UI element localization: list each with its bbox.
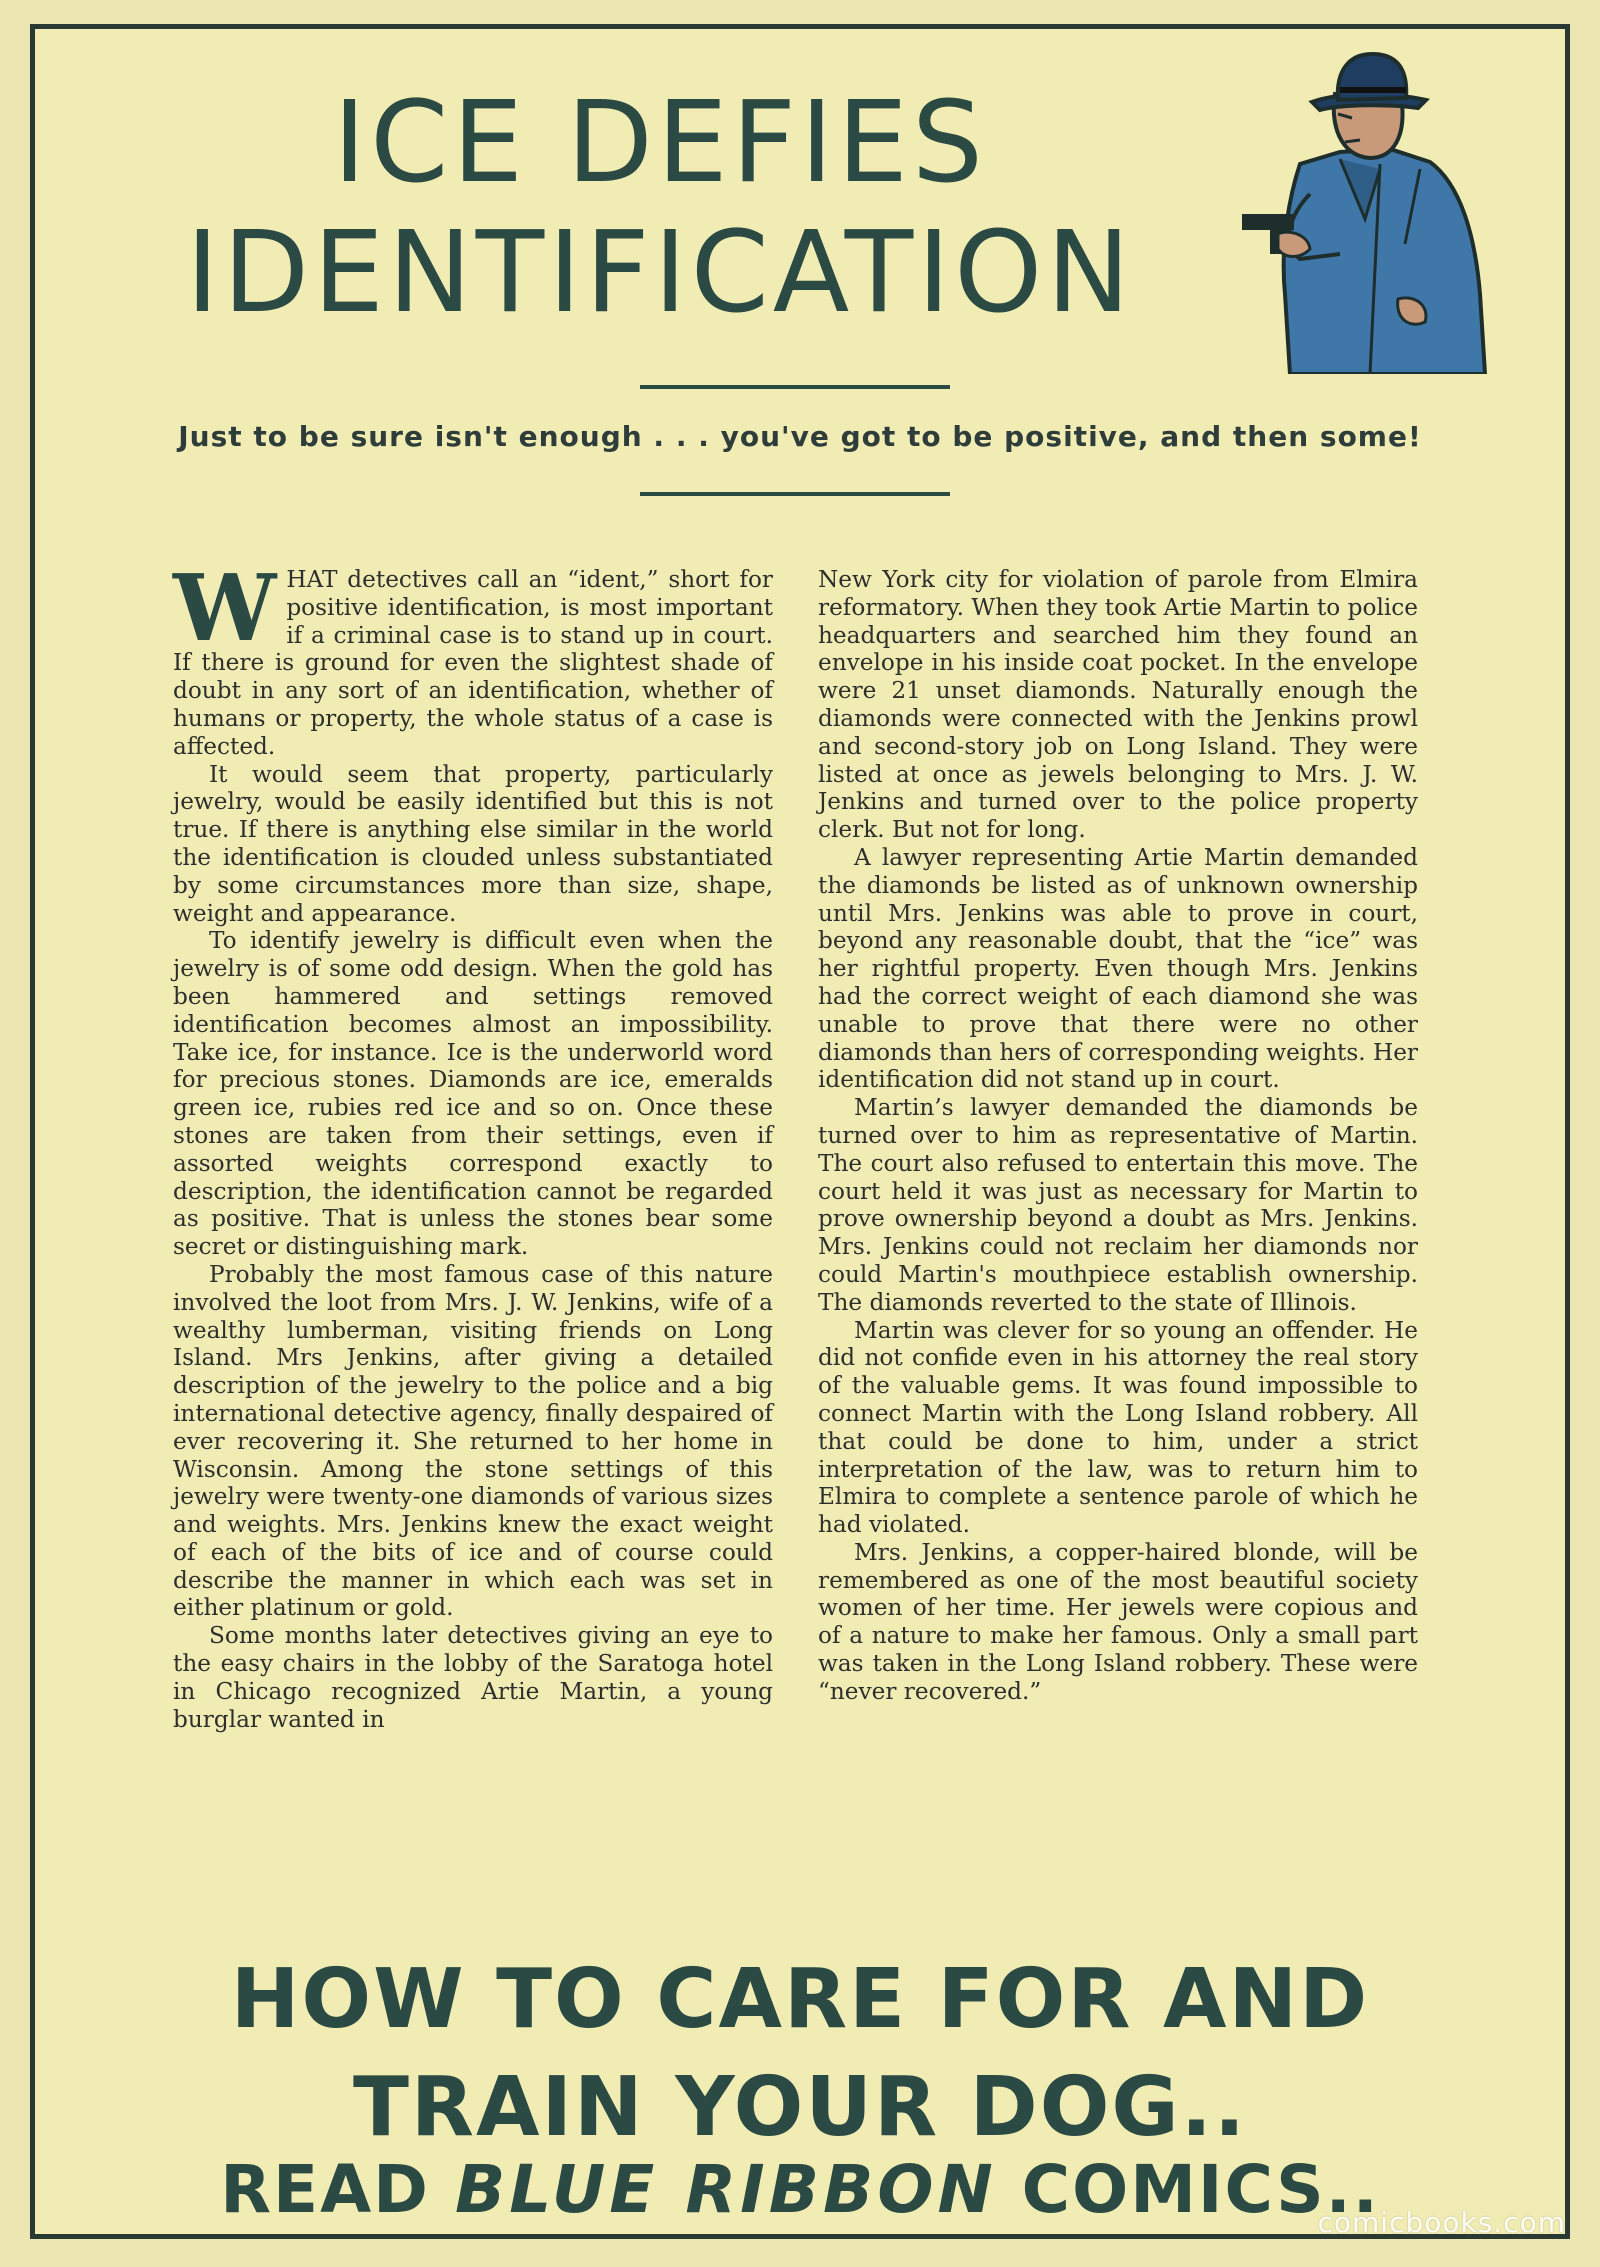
ad-line-3-prefix: READ bbox=[220, 2151, 455, 2228]
paragraph-5: Some months later detectives giving an eye to the easy chairs in the lobby of the Saratoga hotel in Chicago recognized Artie Martin, a young burglar wanted in bbox=[173, 1622, 773, 1733]
paragraph-1-text: HAT detectives call an “ident,” short for positive identification, is most important if a criminal case is to stand up in court. If there is ground for even the slightest shade of doubt in any sort of an identification, whether of humans or property, the whole status of a case is affected. bbox=[173, 566, 773, 760]
paragraph-6: New York city for violation of parole from Elmira reformatory. When they took Artie Martin to police headquarters and searched him they found an envelope in his inside coat pocket. In the envelope were 21 unset diamonds. Naturally enough the diamonds were connected with the Jenkins prowl and second-story job on Long Island. They were listed at once as jewels belonging to Mrs. J. W. Jenkins and turned over to the police property clerk. But not for long. bbox=[818, 566, 1418, 844]
title-divider-top bbox=[640, 385, 950, 389]
paragraph-2: It would seem that property, particularly jewelry, would be easily identified but this is not true. If there is anything else similar in the world the identification is clouded unless substantiated by some circumstances more than size, shape, weight and appearance. bbox=[173, 760, 773, 927]
paragraph-8: Martin’s lawyer demanded the diamonds be turned over to him as representative of Martin. The court also refused to entertain this move. The court held it was just as necessary for Martin to prove ownership beyond a doubt as Mrs. Jenkins. Mrs. Jenkins could not reclaim her diamonds nor could Martin's mouthpiece establish ownership. The diamonds reverted to the state of Illinois. bbox=[818, 1094, 1418, 1316]
ad-line-2: TRAIN YOUR DOG.. bbox=[352, 2060, 1248, 2155]
detective-with-gun-illustration bbox=[1230, 44, 1490, 374]
blue-ribbon-logo-text: BLUE RIBBON bbox=[454, 2151, 997, 2228]
paragraph-3: To identify jewelry is difficult even when the jewelry is of some odd design. When the gold has been hammered and settings removed identification becomes almost an impossibility. Take ice, for instance. Ice is the underworld word for precious stones. Diamonds are ice, emeralds green ice, rubies red ice and so on. Once these stones are taken from their settings, even if assorted weights correspond exactly to description, the identification cannot be regarded as positive. That is unless the stones bear some secret or distinguishing mark. bbox=[173, 927, 773, 1261]
drop-cap: W bbox=[173, 554, 277, 662]
article-body bbox=[173, 554, 1419, 1906]
ad-line-3 bbox=[80, 2150, 1520, 2230]
paragraph-7: A lawyer representing Artie Martin demanded the diamonds be listed as of unknown ownership until Mrs. Jenkins was able to prove in court, beyond any reasonable doubt, that the “ice” was her rightful property. Even though Mrs. Jenkins had the correct weight of each diamond she was unable to prove that there were no other diamonds than hers of corresponding weights. Her identification did not stand up in court. bbox=[818, 843, 1419, 1094]
article-title bbox=[160, 78, 1160, 338]
site-watermark: comicbooks.com bbox=[1317, 2206, 1566, 2239]
article-subtitle: Just to be sure isn't enough . . . you've got to be positive, and then some! bbox=[178, 420, 1422, 453]
title-line-1: ICE DEFIES bbox=[333, 78, 987, 208]
article-column-left bbox=[173, 554, 773, 1906]
ad-line-1: HOW TO CARE FOR AND bbox=[230, 1952, 1370, 2047]
title-divider-bottom bbox=[640, 492, 950, 496]
title-line-2: IDENTIFICATION bbox=[185, 208, 1135, 338]
paragraph-10: Mrs. Jenkins, a copper-haired blonde, will be remembered as one of the most beautiful society women of her time. Her jewels were copious and of a nature to make her famous. Only a small part was taken in the Long Island robbery. These were “never recovered.” bbox=[818, 1538, 1418, 1705]
paragraph-4: Probably the most famous case of this nature involved the loot from Mrs. J. W. Jenkins, wife of a wealthy lumberman, visiting friends on Long Island. Mrs Jenkins, after giving a detailed description of the jewelry to the police and a big international detective agency, finally despaired of ever recovering it. She returned to her home in Wisconsin. Among the stone settings of this jewelry were twenty-one diamonds of various sizes and weights. Mrs. Jenkins knew the exact weight of each of the bits of ice and of course could describe the manner in which each was set in either platinum or gold. bbox=[173, 1260, 773, 1622]
ad-line-3-suffix: COMICS.. bbox=[996, 2151, 1380, 2228]
paragraph-9: Martin was clever for so young an offender. He did not confide even in his attorney the real story of the valuable gems. It was found impossible to connect Martin with the Long Island robbery. All that could be done to him, under a strict interpretation of the law, was to return him to Elmira to complete a sentence parole of which he had violated. bbox=[818, 1316, 1418, 1539]
article-column-right bbox=[818, 566, 1418, 1906]
paragraph-1 bbox=[173, 554, 773, 761]
